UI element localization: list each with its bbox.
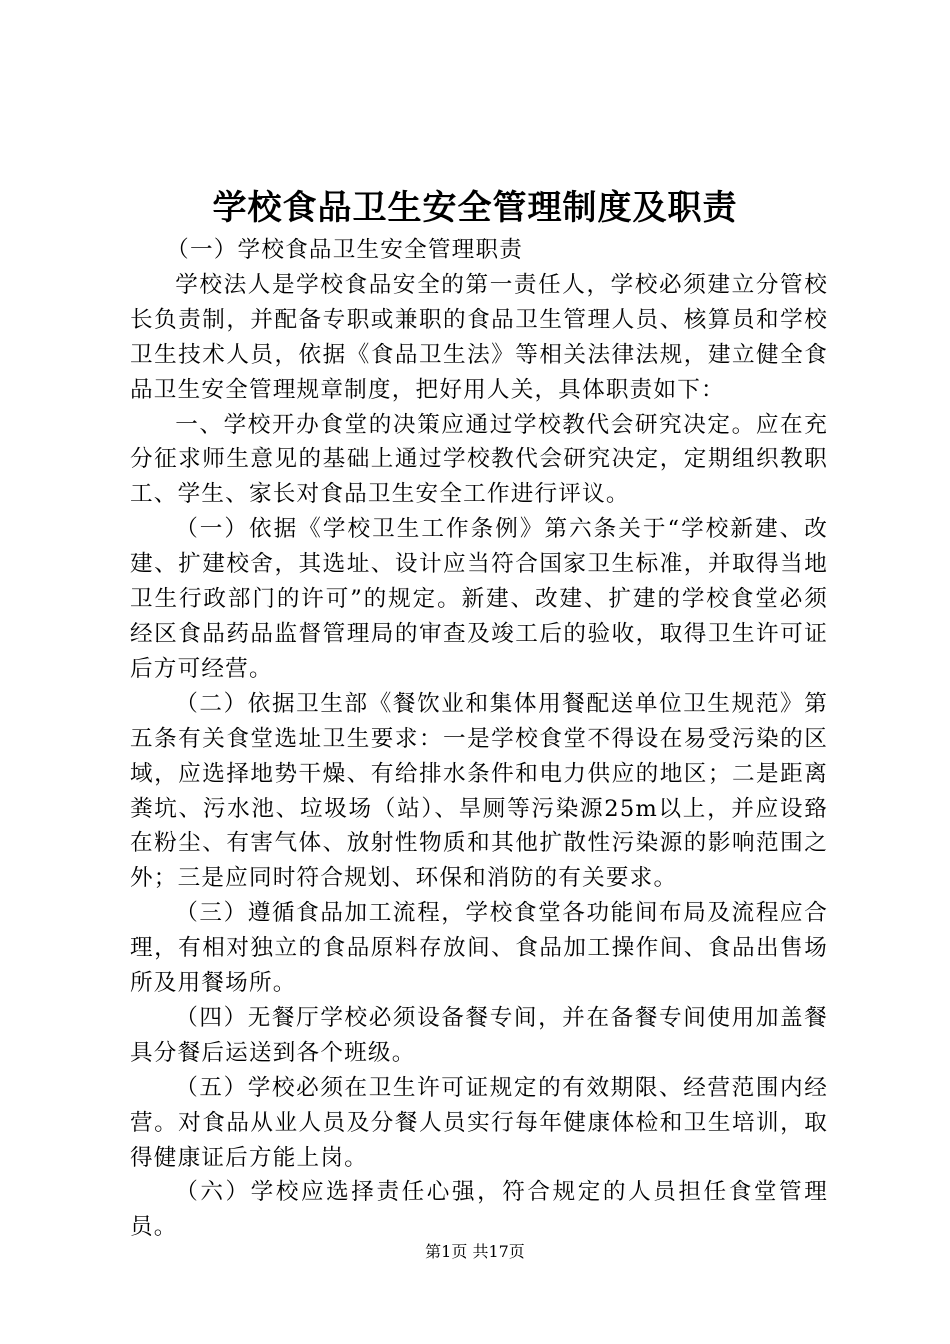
body-paragraph: （二）依据卫生部《餐饮业和集体用餐配送单位卫生规范》第五条有关食堂选址卫生要求：一是学校食堂不得设在易受污染的区域，应选择地势干燥、有给排水条件和电力供应的地区；二是距离粪坑、污水池、垃圾场（站）、旱厕等污染源25m以上，并应设臵在粉尘、有害气体、放射性物质和其他扩散性污染源的影响范围之外；三是应同时符合规划、环保和消防的有关要求。	[130, 690, 828, 892]
section-heading: （一）学校食品卫生安全管理职责	[166, 237, 524, 263]
body-paragraph: （六）学校应选择责任心强，符合规定的人员担任食堂管理员。	[130, 1179, 828, 1241]
body-paragraph: （三）遵循食品加工流程，学校食堂各功能间布局及流程应合理，有相对独立的食品原料存放间、食品加工操作间、食品出售场所及用餐场所。	[130, 900, 828, 997]
body-paragraph: 一、学校开办食堂的决策应通过学校教代会研究决定。应在充分征求师生意见的基础上通过学校教代会研究决定，定期组织教职工、学生、家长对食品卫生安全工作进行评议。	[130, 411, 828, 508]
document-title: 学校食品卫生安全管理制度及职责	[212, 188, 738, 228]
page-number-footer: 第1页 共17页	[425, 1242, 525, 1261]
body-paragraph: 学校法人是学校食品安全的第一责任人，学校必须建立分管校长负责制，并配备专职或兼职的食品卫生管理人员、核算员和学校卫生技术人员，依据《食品卫生法》等相关法律法规，建立健全食品卫生安全管理规章制度，把好用人关，具体职责如下：	[130, 271, 828, 403]
body-paragraph: （五）学校必须在卫生许可证规定的有效期限、经营范围内经营。对食品从业人员及分餐人员实行每年健康体检和卫生培训，取得健康证后方能上岗。	[130, 1074, 828, 1171]
body-paragraph: （一）依据《学校卫生工作条例》第六条关于“学校新建、改建、扩建校舍，其选址、设计应当符合国家卫生标准，并取得当地卫生行政部门的许可”的规定。新建、改建、扩建的学校食堂必须经区食品药品监督管理局的审查及竣工后的验收，取得卫生许可证后方可经营。	[130, 516, 828, 682]
body-paragraph: （四）无餐厅学校必须设备餐专间，并在备餐专间使用加盖餐具分餐后运送到各个班级。	[130, 1004, 828, 1066]
document-body	[130, 233, 828, 1245]
